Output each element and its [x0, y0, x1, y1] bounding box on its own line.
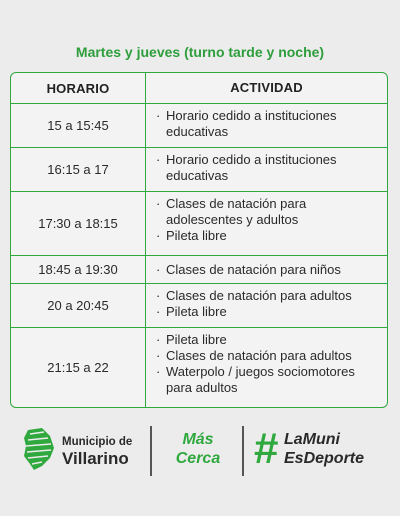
- table-row: [11, 327, 387, 407]
- header-horario: HORARIO: [11, 73, 146, 103]
- schedule-subtitle: Martes y jueves (turno tarde y noche): [75, 44, 325, 60]
- activity-item: · Horario cedido a instituciones educativas: [156, 152, 337, 183]
- footer-divider: [150, 426, 152, 476]
- activity-item: · Clases de natación para niños: [156, 261, 341, 277]
- table-row: [11, 147, 387, 191]
- municipio-logo: [20, 426, 150, 476]
- logo-villarino-text: Villarino: [62, 449, 129, 468]
- slogan-mas-cerca: Más Cerca: [175, 431, 221, 467]
- activity-item: · Clases de natación para adultos: [156, 288, 352, 303]
- activity-item: · Waterpolo / juegos sociomotores para adultos: [156, 364, 355, 395]
- header-actividad: ACTIVIDAD: [230, 80, 303, 95]
- footer-divider: [242, 426, 244, 476]
- activity-cell: [146, 256, 387, 283]
- municipality-map-logo-icon: [20, 426, 58, 472]
- activity-item: · Pileta libre: [156, 332, 227, 347]
- time-cell: 20 a 20:45: [11, 284, 146, 327]
- table-row: [11, 191, 387, 255]
- schedule-table: [10, 72, 388, 408]
- activity-item: · Clases de natación para adultos: [156, 348, 352, 363]
- activity-item: · Horario cedido a instituciones educativas: [156, 108, 337, 139]
- table-row: [11, 255, 387, 283]
- activity-item: · Clases de natación para adolescentes y adultos: [156, 196, 307, 227]
- time-cell: 21:15 a 22: [11, 328, 146, 407]
- activity-cell: [146, 104, 387, 147]
- time-cell: 18:45 a 19:30: [11, 256, 146, 283]
- time-cell: 15 a 15:45: [11, 104, 146, 147]
- footer-branding: [0, 420, 400, 484]
- table-row: [11, 103, 387, 147]
- activity-item: · Pileta libre: [156, 304, 227, 319]
- table-row: [11, 283, 387, 327]
- hashtag-lamuni-esdeporte: LaMuni EsDeporte: [284, 431, 365, 467]
- activity-cell: [146, 284, 387, 327]
- activity-cell: [146, 328, 387, 407]
- time-cell: 16:15 a 17: [11, 148, 146, 191]
- hashtag-icon: #: [254, 424, 279, 473]
- activity-item: · Pileta libre: [156, 228, 227, 243]
- activity-cell: [146, 148, 387, 191]
- table-header-row: [11, 73, 387, 103]
- logo-municipio-text: Municipio de: [62, 436, 133, 448]
- activity-cell: [146, 192, 387, 255]
- time-cell: 17:30 a 18:15: [11, 192, 146, 255]
